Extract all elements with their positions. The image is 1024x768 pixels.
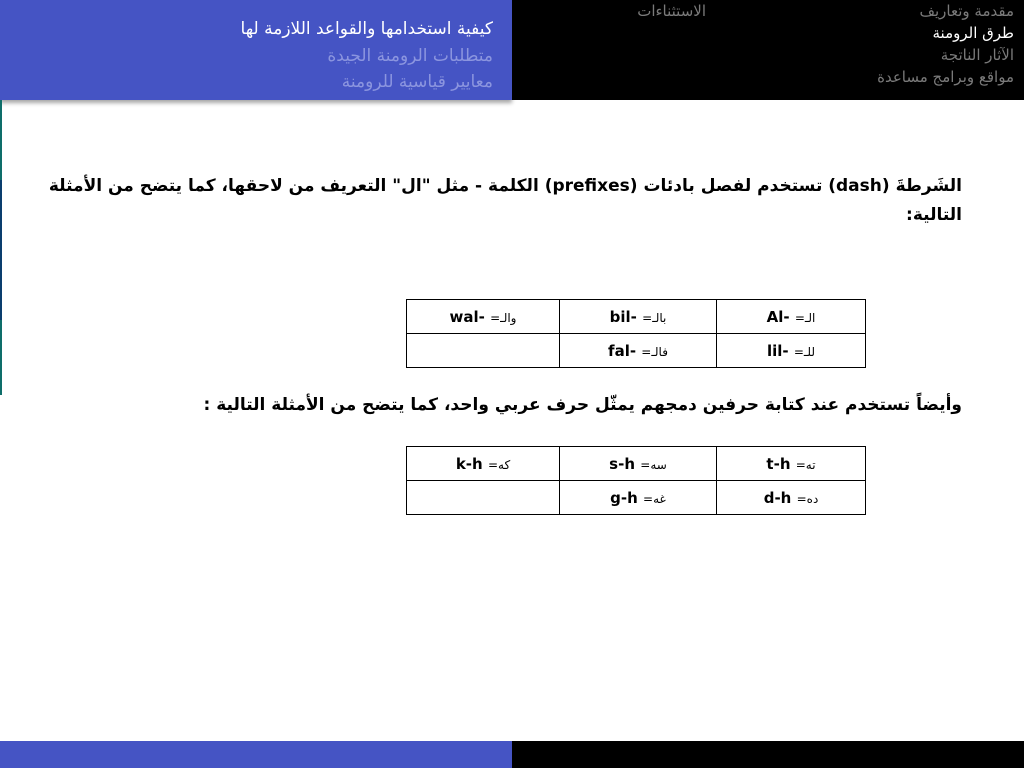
nav-item-helper-sites[interactable]: مواقع وبرامج مساعدة: [877, 68, 1014, 86]
digraph-examples-table: [406, 446, 866, 515]
latin-text: Al-: [766, 307, 790, 326]
nav-item-requirements[interactable]: متطلبات الرومنة الجيدة: [327, 46, 493, 66]
latin-text: lil-: [766, 341, 789, 360]
table-row: [407, 300, 866, 334]
nav-item-standards[interactable]: معايير قياسية للرومنة: [341, 72, 493, 92]
latin-text: g-h: [610, 488, 638, 507]
arabic-text: =فالـ: [641, 344, 668, 359]
latin-text: s-h: [609, 454, 636, 473]
table-row: [407, 334, 866, 368]
nav-item-usage-rules[interactable]: كيفية استخدامها والقواعد اللازمة لها: [240, 19, 493, 39]
paragraph-dash-prefixes: الشَرطةَ (dash) تستخدم لفصل بادئات (prefixes) الكلمة - مثل "ال" التعريف من لاحقها، كما يتضح من الأمثلة التالية:: [48, 176, 962, 225]
table-cell: [560, 447, 717, 481]
arabic-text: =غه: [643, 491, 666, 506]
latin-text: bil-: [609, 307, 637, 326]
table-cell-empty: [407, 334, 560, 368]
table-cell: [717, 334, 866, 368]
nav-item-romanization-methods[interactable]: طرق الرومنة: [932, 24, 1014, 42]
arabic-text: =للـ: [793, 344, 816, 359]
nav-item-exceptions[interactable]: الاستثناءات: [637, 2, 706, 20]
left-edge-bar-dark: [0, 180, 2, 320]
prefix-examples-table: [406, 299, 866, 368]
nav-item-effects[interactable]: الآثار الناتجة: [940, 46, 1014, 64]
table-cell: [560, 300, 717, 334]
footer-bar-black: [512, 741, 1024, 768]
arabic-text: =كه: [487, 457, 511, 472]
arabic-text: =الـ: [794, 310, 816, 325]
arabic-text: =ده: [796, 491, 819, 506]
latin-text: d-h: [763, 488, 792, 507]
arabic-text: =والـ: [490, 310, 517, 325]
table-cell: [407, 447, 560, 481]
table-cell: [560, 481, 717, 515]
table-cell-empty: [407, 481, 560, 515]
latin-text: wal-: [449, 307, 485, 326]
table-row: [407, 447, 866, 481]
latin-text: t-h: [766, 454, 791, 473]
table-cell: [717, 300, 866, 334]
paragraph-digraphs: وأيضاً تستخدم عند كتابة حرفين دمجهم يمثّل حرف عربي واحد، كما يتضح من الأمثلة التالية :: [203, 395, 962, 415]
latin-text: fal-: [608, 341, 637, 360]
table-cell: [560, 334, 717, 368]
arabic-text: =سه: [640, 457, 667, 472]
arabic-text: =ته: [795, 457, 816, 472]
table-cell: [717, 481, 866, 515]
table-cell: [407, 300, 560, 334]
table-cell: [717, 447, 866, 481]
table-row: [407, 481, 866, 515]
arabic-text: =بالـ: [642, 310, 667, 325]
latin-text: k-h: [455, 454, 483, 473]
nav-item-introduction[interactable]: مقدمة وتعاريف: [919, 2, 1014, 20]
footer-bar-blue: [0, 741, 512, 768]
